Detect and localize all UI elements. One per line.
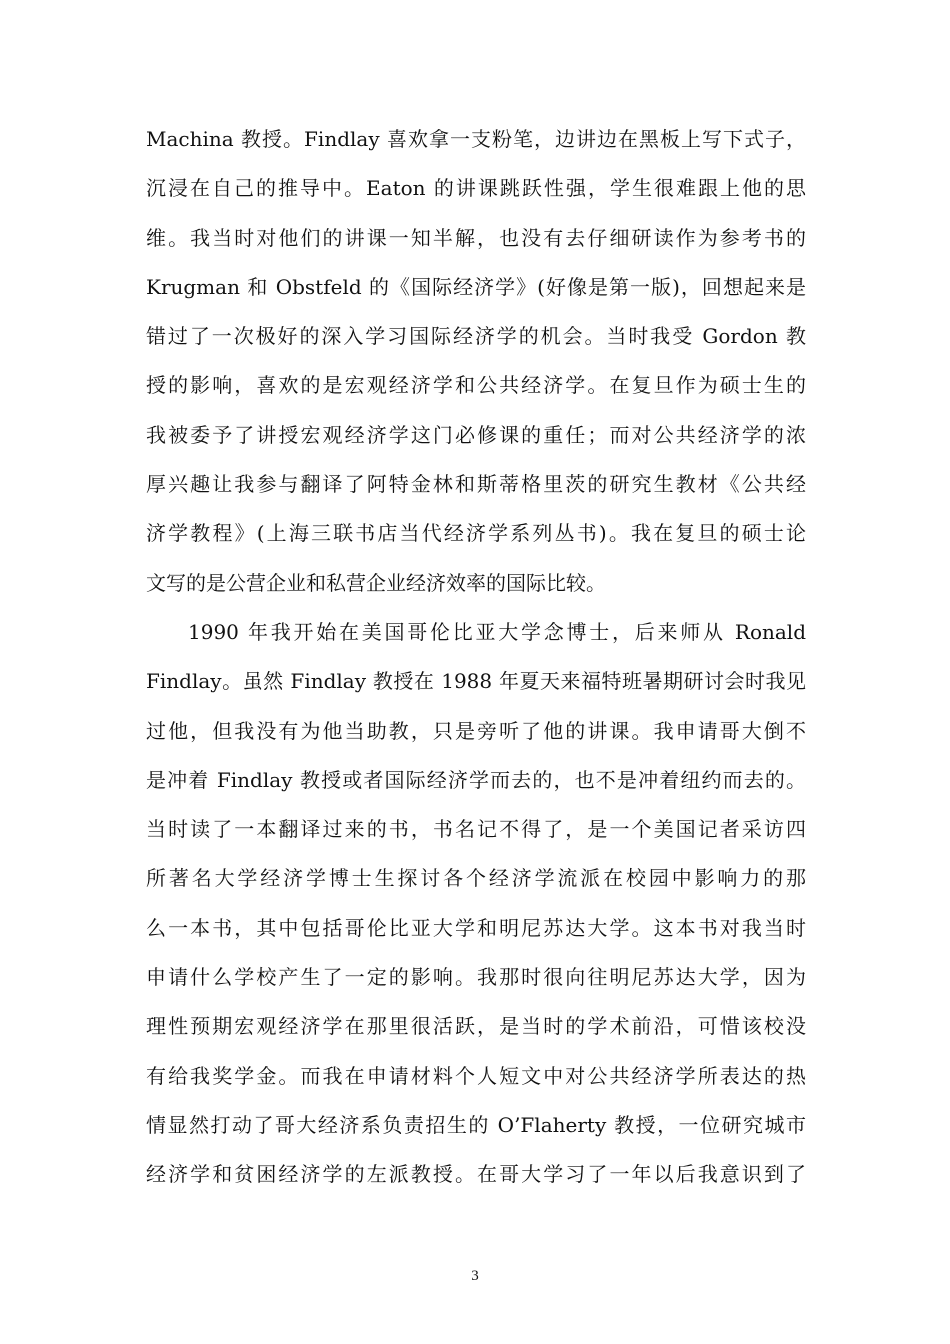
text-line: 经济学和贫困经济学的左派教授。在哥大学习了一年以后我意识到了 bbox=[146, 1162, 806, 1187]
text-line: 错过了一次极好的深入学习国际经济学的机会。当时我受 Gordon 教 bbox=[146, 324, 806, 349]
text-line: 济学教程》(上海三联书店当代经济学系列丛书)。我在复旦的硕士论 bbox=[146, 521, 806, 546]
text-line: 情显然打动了哥大经济系负责招生的 O’Flaherty 教授，一位研究城市 bbox=[146, 1112, 806, 1137]
body-text bbox=[146, 115, 806, 1200]
text-line: Machina 教授。Findlay 喜欢拿一支粉笔，边讲边在黑板上写下式子， bbox=[146, 127, 806, 151]
text-line: Krugman 和 Obstfeld 的《国际经济学》(好像是第一版)，回想起来是 bbox=[146, 274, 806, 299]
text-line: 申请什么学校产生了一定的影响。我那时很向往明尼苏达大学，因为 bbox=[146, 965, 806, 990]
text-line: 授的影响，喜欢的是宏观经济学和公共经济学。在复旦作为硕士生的 bbox=[146, 373, 806, 398]
text-line: 有给我奖学金。而我在申请材料个人短文中对公共经济学所表达的热 bbox=[146, 1063, 806, 1088]
text-line: 是冲着 Findlay 教授或者国际经济学而去的，也不是冲着纽约而去的。 bbox=[146, 767, 806, 792]
page-number: 3 bbox=[471, 1268, 479, 1284]
paragraph-2 bbox=[146, 608, 806, 1200]
paragraph-1 bbox=[146, 115, 806, 608]
text-line: 么一本书，其中包括哥伦比亚大学和明尼苏达大学。这本书对我当时 bbox=[146, 915, 806, 940]
text-line: 过他，但我没有为他当助教，只是旁听了他的讲课。我申请哥大倒不 bbox=[146, 718, 806, 743]
text-line: 文写的是公营企业和私营企业经济效率的国际比较。 bbox=[146, 570, 606, 595]
text-line: 厚兴趣让我参与翻译了阿特金林和斯蒂格里茨的研究生教材《公共经 bbox=[146, 472, 806, 497]
text-line: Findlay。虽然 Findlay 教授在 1988 年夏天来福特班暑期研讨会时我见 bbox=[146, 669, 806, 694]
text-line: 沉浸在自己的推导中。Eaton 的讲课跳跃性强，学生很难跟上他的思 bbox=[146, 176, 806, 201]
text-line: 所著名大学经济学博士生探讨各个经济学流派在校园中影响力的那 bbox=[146, 866, 806, 891]
text-line: 1990 年我开始在美国哥伦比亚大学念博士，后来师从 Ronald bbox=[188, 619, 806, 644]
text-line: 理性预期宏观经济学在那里很活跃，是当时的学术前沿，可惜该校没 bbox=[146, 1014, 806, 1039]
text-line: 我被委予了讲授宏观经济学这门必修课的重任；而对公共经济学的浓 bbox=[146, 422, 806, 447]
text-line: 维。我当时对他们的讲课一知半解，也没有去仔细研读作为参考书的 bbox=[146, 225, 806, 250]
text-line: 当时读了一本翻译过来的书，书名记不得了，是一个美国记者采访四 bbox=[146, 817, 806, 842]
